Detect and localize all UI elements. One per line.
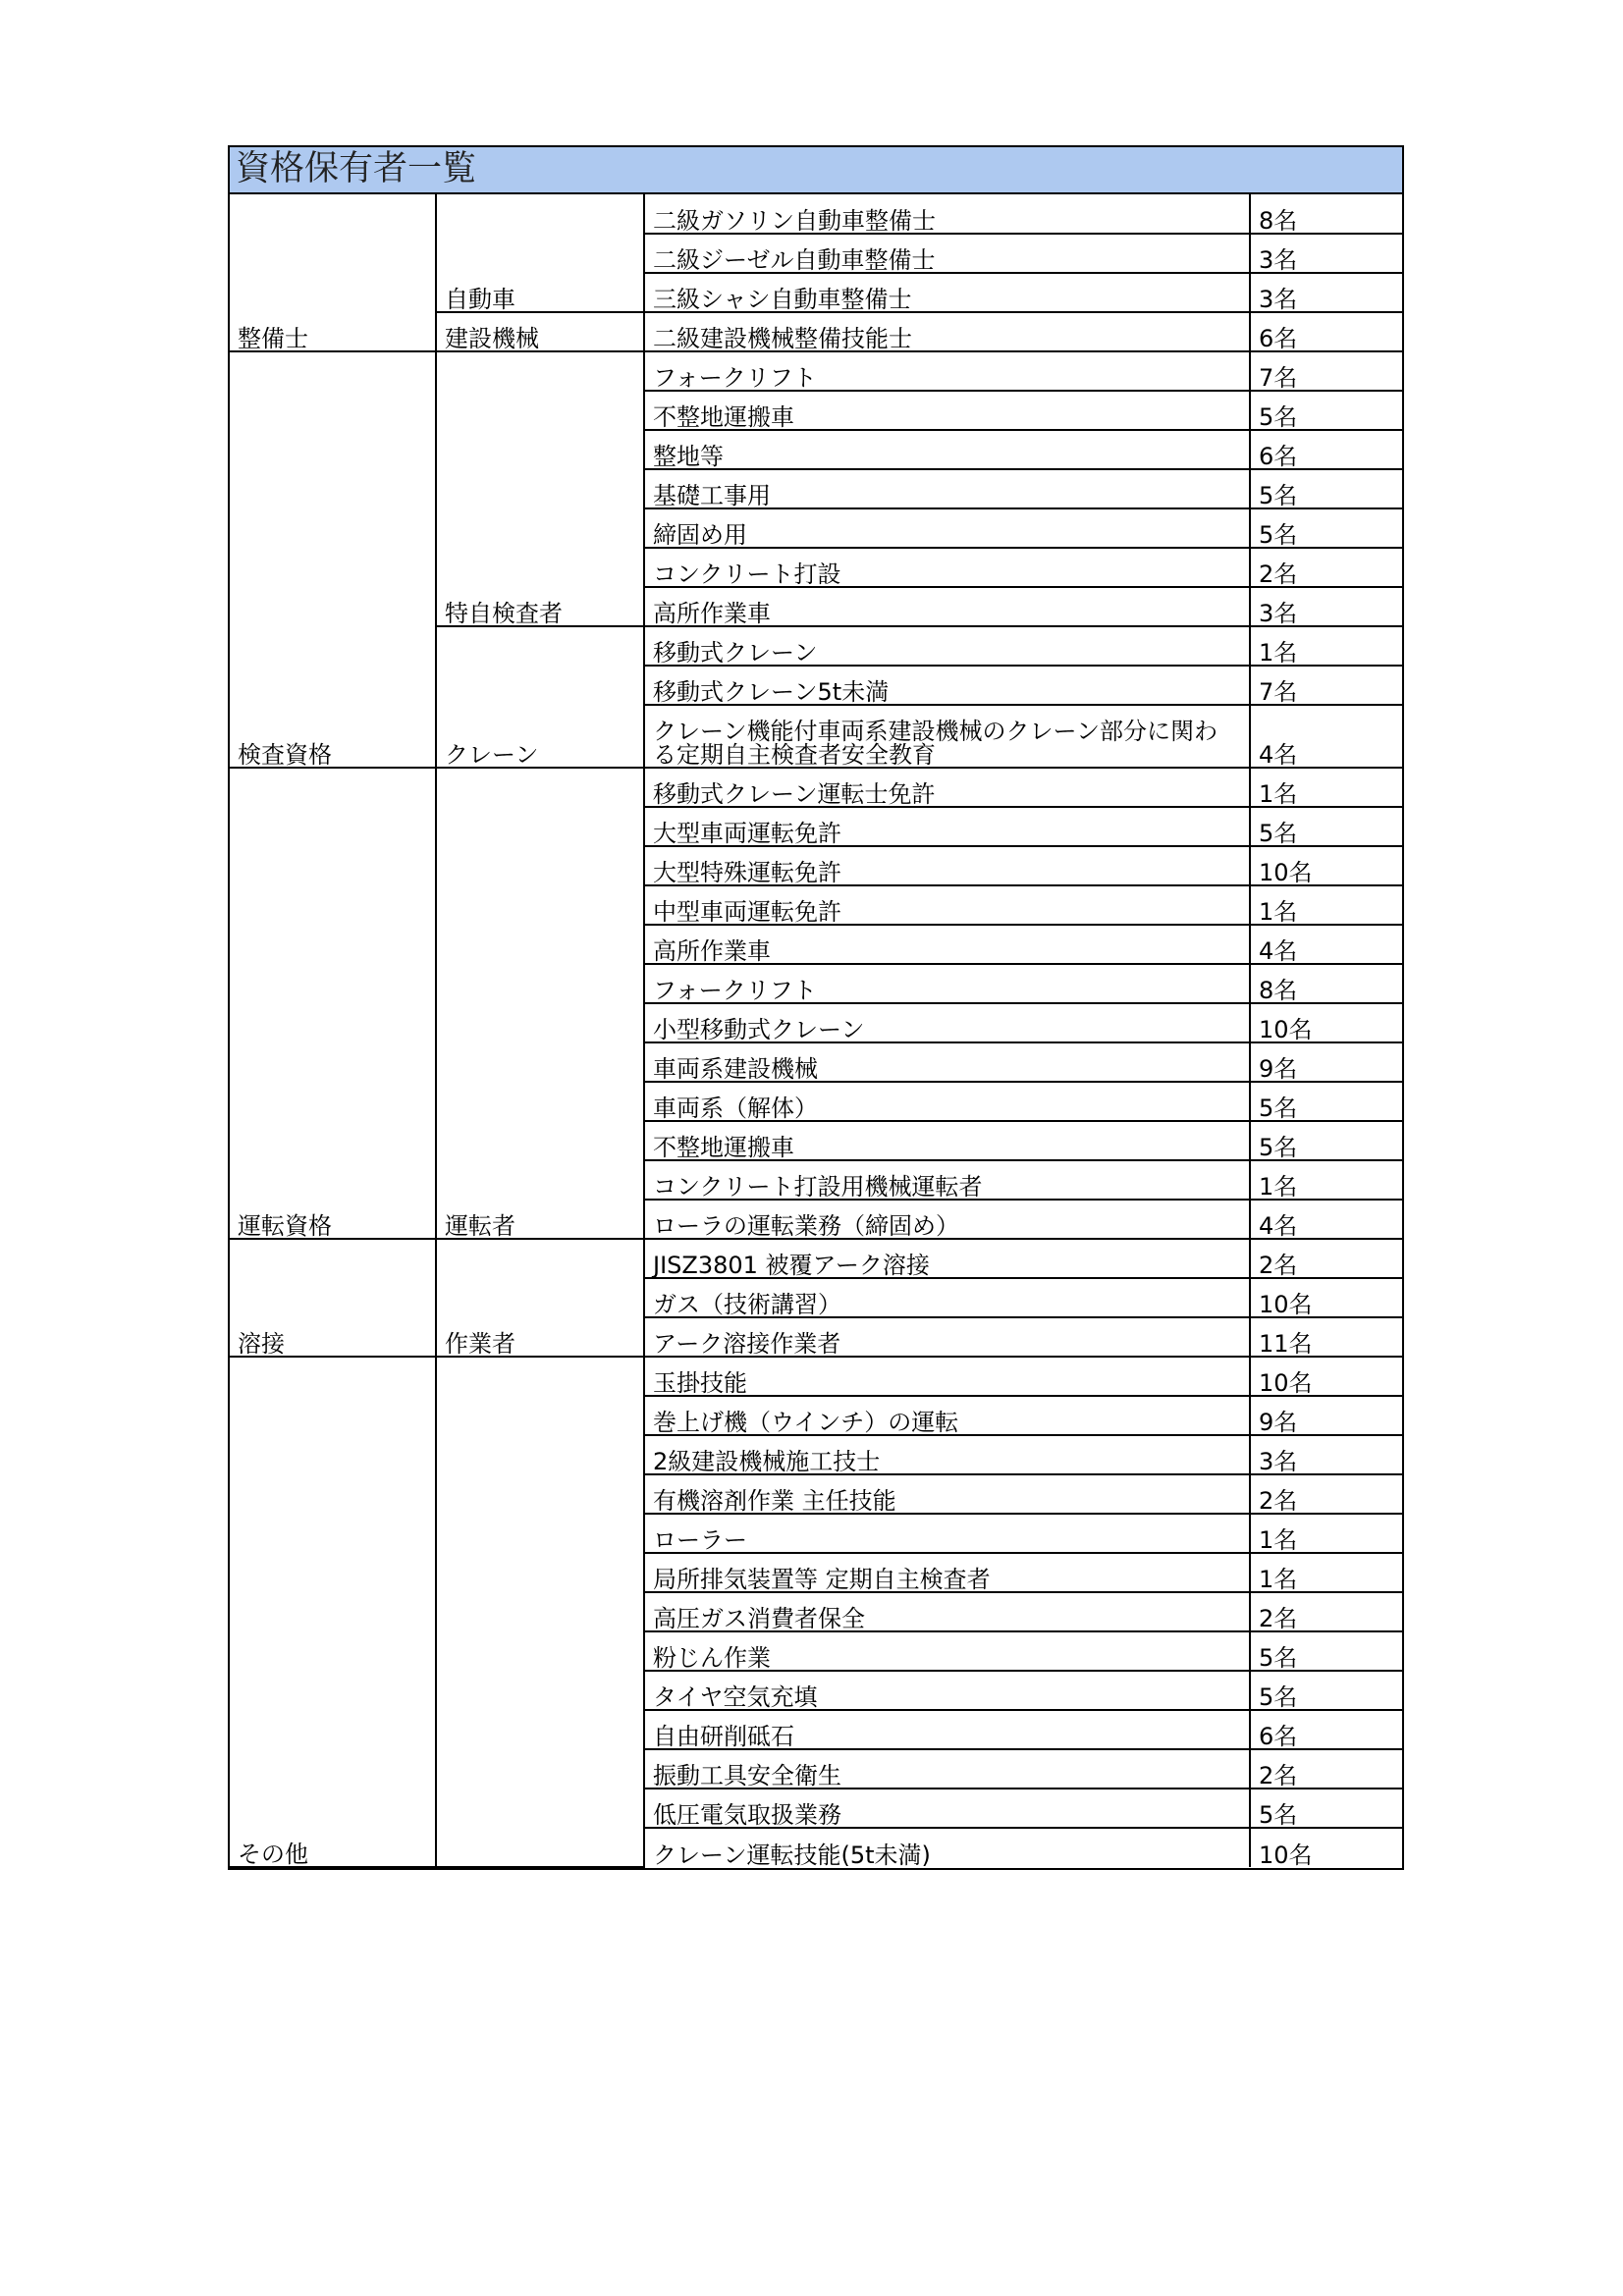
- qualification-name-cell: ガス（技術講習）: [644, 1278, 1250, 1317]
- holder-count-cell: 5名: [1250, 1631, 1402, 1671]
- qualification-name-cell: フォークリフト: [644, 964, 1250, 1003]
- holder-count-cell: 8名: [1250, 194, 1402, 234]
- holder-count-cell: 10名: [1250, 846, 1402, 885]
- category-cell: 整備士: [230, 194, 436, 351]
- qualification-name-cell: 三級シャシ自動車整備士: [644, 273, 1250, 312]
- qualification-name-cell: 大型特殊運転免許: [644, 846, 1250, 885]
- category-cell: 検査資格: [230, 351, 436, 768]
- qualification-name-cell: 有機溶剤作業 主任技能: [644, 1474, 1250, 1514]
- holder-count-cell: 10名: [1250, 1828, 1402, 1867]
- sheet-title: 資格保有者一覧: [230, 147, 1402, 194]
- holder-count-cell: 10名: [1250, 1278, 1402, 1317]
- holder-count-cell: 6名: [1250, 1710, 1402, 1749]
- holder-count-cell: 5名: [1250, 1789, 1402, 1828]
- qualification-name-cell: 移動式クレーン: [644, 626, 1250, 666]
- subcategory-cell: クレーン: [436, 626, 644, 768]
- qualification-name-cell: 高圧ガス消費者保全: [644, 1592, 1250, 1631]
- qualification-name-cell: 二級建設機械整備技能士: [644, 312, 1250, 351]
- qualification-name-cell: 二級ジーゼル自動車整備士: [644, 234, 1250, 273]
- qualification-name-cell: 局所排気装置等 定期自主検査者: [644, 1553, 1250, 1592]
- holder-count-cell: 2名: [1250, 1592, 1402, 1631]
- holder-count-cell: 11名: [1250, 1317, 1402, 1357]
- table-row: [230, 1239, 1402, 1278]
- category-cell: その他: [230, 1357, 436, 1867]
- holder-count-cell: 1名: [1250, 768, 1402, 807]
- holder-count-cell: 3名: [1250, 587, 1402, 626]
- holder-count-cell: 5名: [1250, 1082, 1402, 1121]
- holder-count-cell: 8名: [1250, 964, 1402, 1003]
- qualification-name-cell: 高所作業車: [644, 925, 1250, 964]
- qualification-name-cell: ローラの運転業務（締固め）: [644, 1200, 1250, 1239]
- holder-count-cell: 5名: [1250, 391, 1402, 430]
- holder-count-cell: 3名: [1250, 273, 1402, 312]
- holder-count-cell: 1名: [1250, 626, 1402, 666]
- table-row: [230, 351, 1402, 391]
- holder-count-cell: 1名: [1250, 1514, 1402, 1553]
- holder-count-cell: 6名: [1250, 430, 1402, 469]
- qualification-name-cell: 自由研削砥石: [644, 1710, 1250, 1749]
- holder-count-cell: 2名: [1250, 1474, 1402, 1514]
- holder-count-cell: 10名: [1250, 1357, 1402, 1396]
- holder-count-cell: 10名: [1250, 1003, 1402, 1042]
- qualification-name-cell: 粉じん作業: [644, 1631, 1250, 1671]
- holder-count-cell: 2名: [1250, 1749, 1402, 1789]
- category-cell: 溶接: [230, 1239, 436, 1357]
- qualification-name-cell: コンクリート打設: [644, 548, 1250, 587]
- subcategory-cell: 作業者: [436, 1239, 644, 1357]
- qualification-name-cell: クレーン機能付車両系建設機械のクレーン部分に関わる定期自主検査者安全教育: [644, 705, 1250, 768]
- holder-count-cell: 1名: [1250, 1553, 1402, 1592]
- qualification-name-cell: JISZ3801 被覆アーク溶接: [644, 1239, 1250, 1278]
- holder-count-cell: 9名: [1250, 1396, 1402, 1435]
- qualification-name-cell: アーク溶接作業者: [644, 1317, 1250, 1357]
- qualification-name-cell: 振動工具安全衛生: [644, 1749, 1250, 1789]
- holder-count-cell: 2名: [1250, 548, 1402, 587]
- holder-count-cell: 2名: [1250, 1239, 1402, 1278]
- qualification-name-cell: タイヤ空気充填: [644, 1671, 1250, 1710]
- qualification-name-cell: 不整地運搬車: [644, 391, 1250, 430]
- category-cell: 運転資格: [230, 768, 436, 1239]
- subcategory-cell: 自動車: [436, 194, 644, 312]
- subcategory-cell: 特自検査者: [436, 351, 644, 626]
- holder-count-cell: 3名: [1250, 234, 1402, 273]
- holder-count-cell: 7名: [1250, 666, 1402, 705]
- qualification-name-cell: 玉掛技能: [644, 1357, 1250, 1396]
- qualification-name-cell: 車両系（解体）: [644, 1082, 1250, 1121]
- qualification-name-cell: 整地等: [644, 430, 1250, 469]
- qualification-name-cell: 移動式クレーン5t未満: [644, 666, 1250, 705]
- qualification-name-cell: 締固め用: [644, 508, 1250, 548]
- holder-count-cell: 5名: [1250, 807, 1402, 846]
- holder-count-cell: 9名: [1250, 1042, 1402, 1082]
- holder-count-cell: 4名: [1250, 925, 1402, 964]
- qualification-name-cell: ローラー: [644, 1514, 1250, 1553]
- qualification-name-cell: 小型移動式クレーン: [644, 1003, 1250, 1042]
- qualification-name-cell: 高所作業車: [644, 587, 1250, 626]
- qualification-name-cell: フォークリフト: [644, 351, 1250, 391]
- qualification-name-cell: クレーン運転技能(5t未満): [644, 1828, 1250, 1867]
- qualification-name-cell: 巻上げ機（ウインチ）の運転: [644, 1396, 1250, 1435]
- table-row: [230, 194, 1402, 234]
- holder-count-cell: 4名: [1250, 705, 1402, 768]
- qualification-sheet: [228, 145, 1404, 1870]
- table-row: [230, 768, 1402, 807]
- holder-count-cell: 1名: [1250, 885, 1402, 925]
- qualification-name-cell: 大型車両運転免許: [644, 807, 1250, 846]
- table-row: [230, 1357, 1402, 1396]
- qualification-name-cell: コンクリート打設用機械運転者: [644, 1160, 1250, 1200]
- holder-count-cell: 7名: [1250, 351, 1402, 391]
- qualification-name-cell: 不整地運搬車: [644, 1121, 1250, 1160]
- holder-count-cell: 5名: [1250, 1121, 1402, 1160]
- qualification-name-cell: 2級建設機械施工技士: [644, 1435, 1250, 1474]
- qualification-table: [230, 194, 1402, 1868]
- qualification-name-cell: 二級ガソリン自動車整備士: [644, 194, 1250, 234]
- qualification-name-cell: 中型車両運転免許: [644, 885, 1250, 925]
- holder-count-cell: 1名: [1250, 1160, 1402, 1200]
- holder-count-cell: 5名: [1250, 469, 1402, 508]
- qualification-name-cell: 車両系建設機械: [644, 1042, 1250, 1082]
- holder-count-cell: 6名: [1250, 312, 1402, 351]
- holder-count-cell: 3名: [1250, 1435, 1402, 1474]
- subcategory-cell: [436, 1357, 644, 1867]
- holder-count-cell: 4名: [1250, 1200, 1402, 1239]
- qualification-name-cell: 基礎工事用: [644, 469, 1250, 508]
- qualification-name-cell: 低圧電気取扱業務: [644, 1789, 1250, 1828]
- subcategory-cell: 建設機械: [436, 312, 644, 351]
- holder-count-cell: 5名: [1250, 508, 1402, 548]
- subcategory-cell: 運転者: [436, 768, 644, 1239]
- holder-count-cell: 5名: [1250, 1671, 1402, 1710]
- qualification-name-cell: 移動式クレーン運転士免許: [644, 768, 1250, 807]
- qualification-table-body: [230, 194, 1402, 1867]
